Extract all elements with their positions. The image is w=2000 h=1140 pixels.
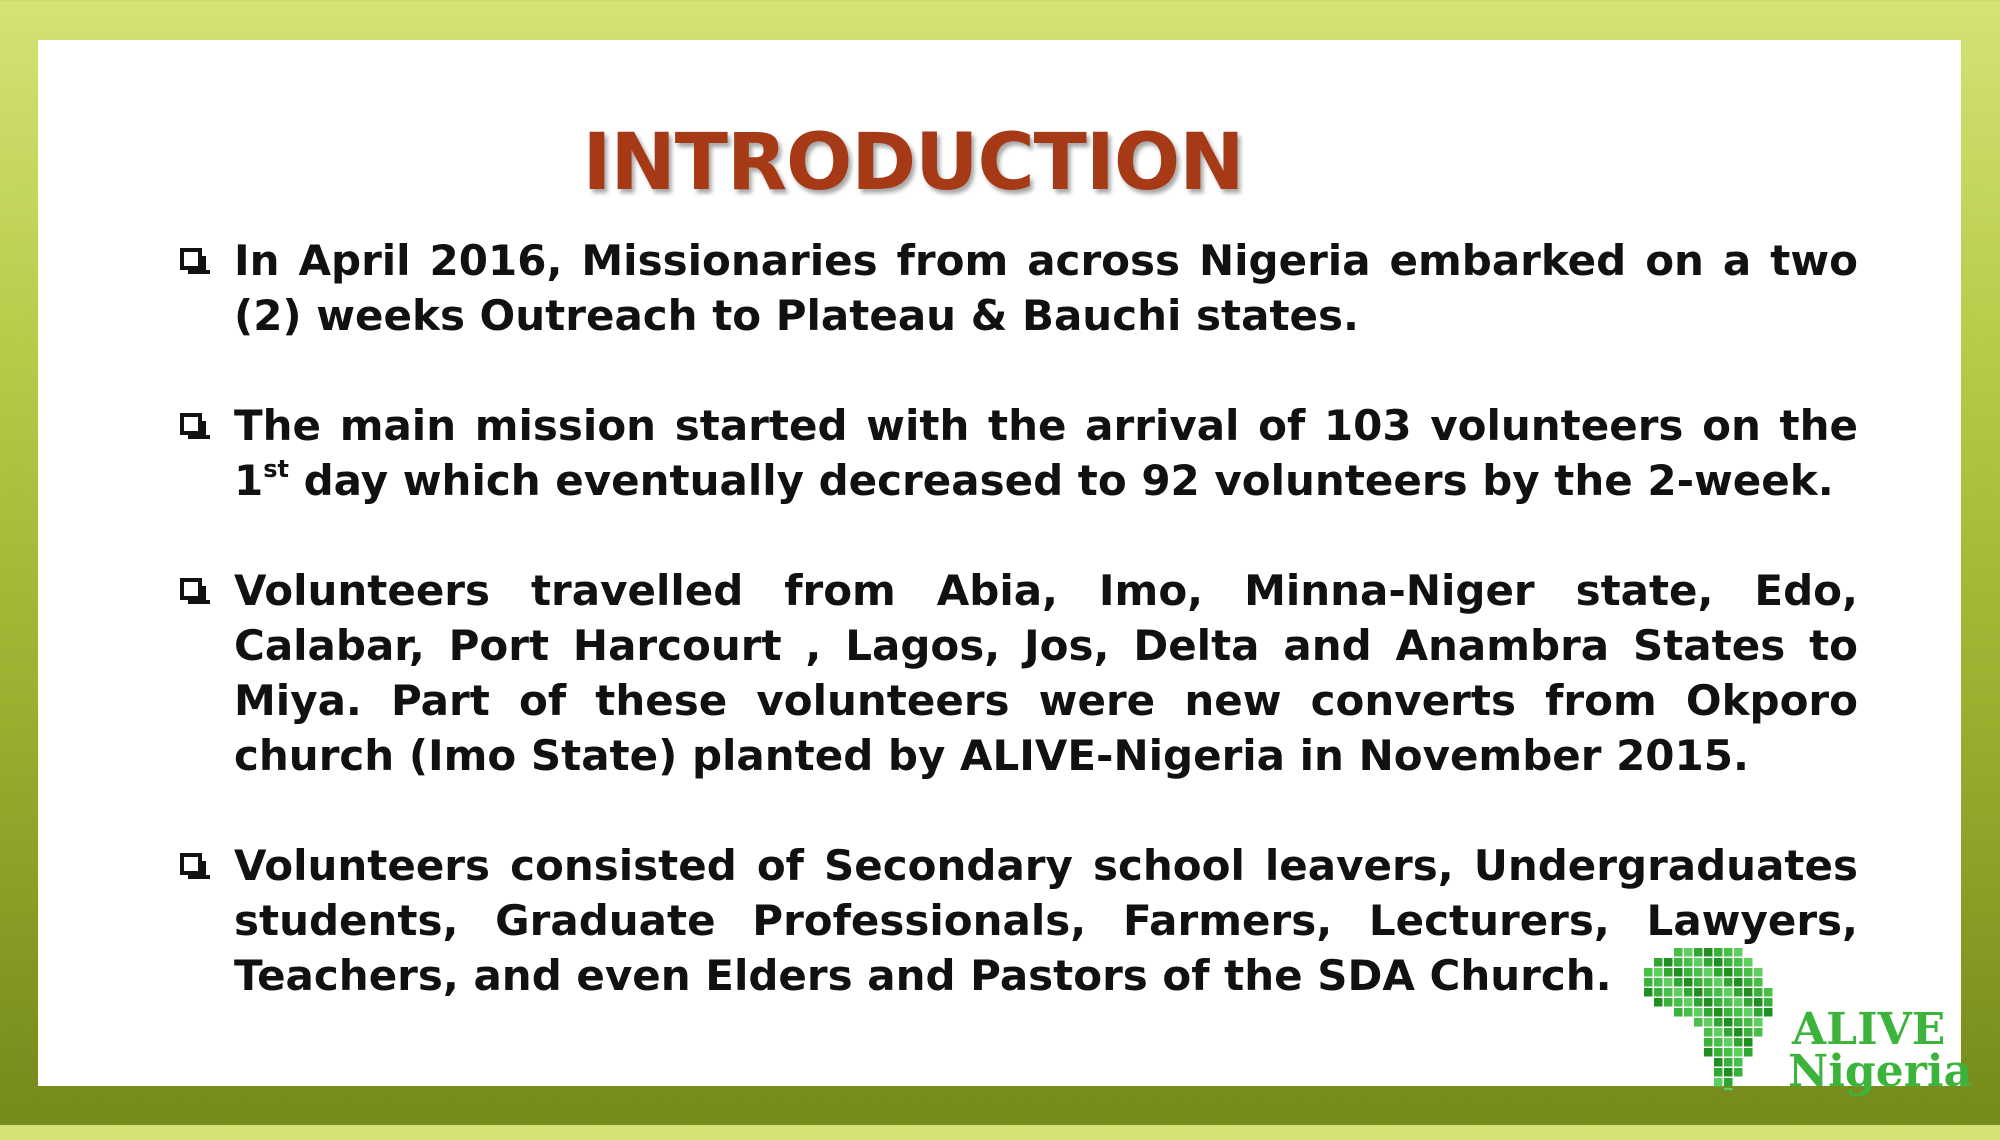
bullet-item-2 — [178, 398, 1858, 508]
slide — [38, 40, 1973, 1097]
checkbox-bullet-icon — [180, 853, 202, 875]
logo-text-nigeria: Nigeria — [1788, 1046, 1973, 1097]
checkbox-bullet-icon — [180, 413, 202, 435]
bullet-text-3: Volunteers travelled from Abia, Imo, Minna-Niger state, Edo, Calabar, Port Harcourt , Lagos, Jos, Delta and Anambra States to Miya. Part of these volunteers were new converts from Okporo church (Imo State) planted by ALIVE-Nigeria in November 2015. — [234, 566, 1858, 780]
bullet-item-3 — [178, 563, 1858, 783]
bullet-text-2-part-2: day which eventually decreased to 92 volunteers by the 2-week. — [289, 456, 1834, 505]
bullet-text-2-superscript: st — [263, 455, 289, 483]
bullet-text-1: In April 2016, Missionaries from across Nigeria embarked on a two (2) weeks Outreach to Plateau & Bauchi states. — [234, 236, 1858, 340]
checkbox-bullet-icon — [180, 248, 202, 270]
alive-nigeria-logo — [1638, 940, 1973, 1140]
logo-text-alive: ALIVE — [1792, 1004, 1946, 1055]
slide-title: INTRODUCTION — [582, 118, 1244, 208]
bullet-item-1 — [178, 233, 1858, 343]
checkbox-bullet-icon — [180, 578, 202, 600]
bullet-text-2-part-1: The main mission started with the arrival of 103 volunteers on the 1 — [234, 401, 1858, 505]
africa-map-icon — [1638, 940, 1788, 1090]
bullet-text-4: Volunteers consisted of Secondary school leavers, Undergraduates students, Graduate Professionals, Farmers, Lecturers, Lawyers, Teachers, and even Elders and Pastors of the SDA Church. — [234, 841, 1858, 1000]
bullet-item-4 — [178, 838, 1858, 1003]
bullet-list — [178, 233, 1858, 1058]
